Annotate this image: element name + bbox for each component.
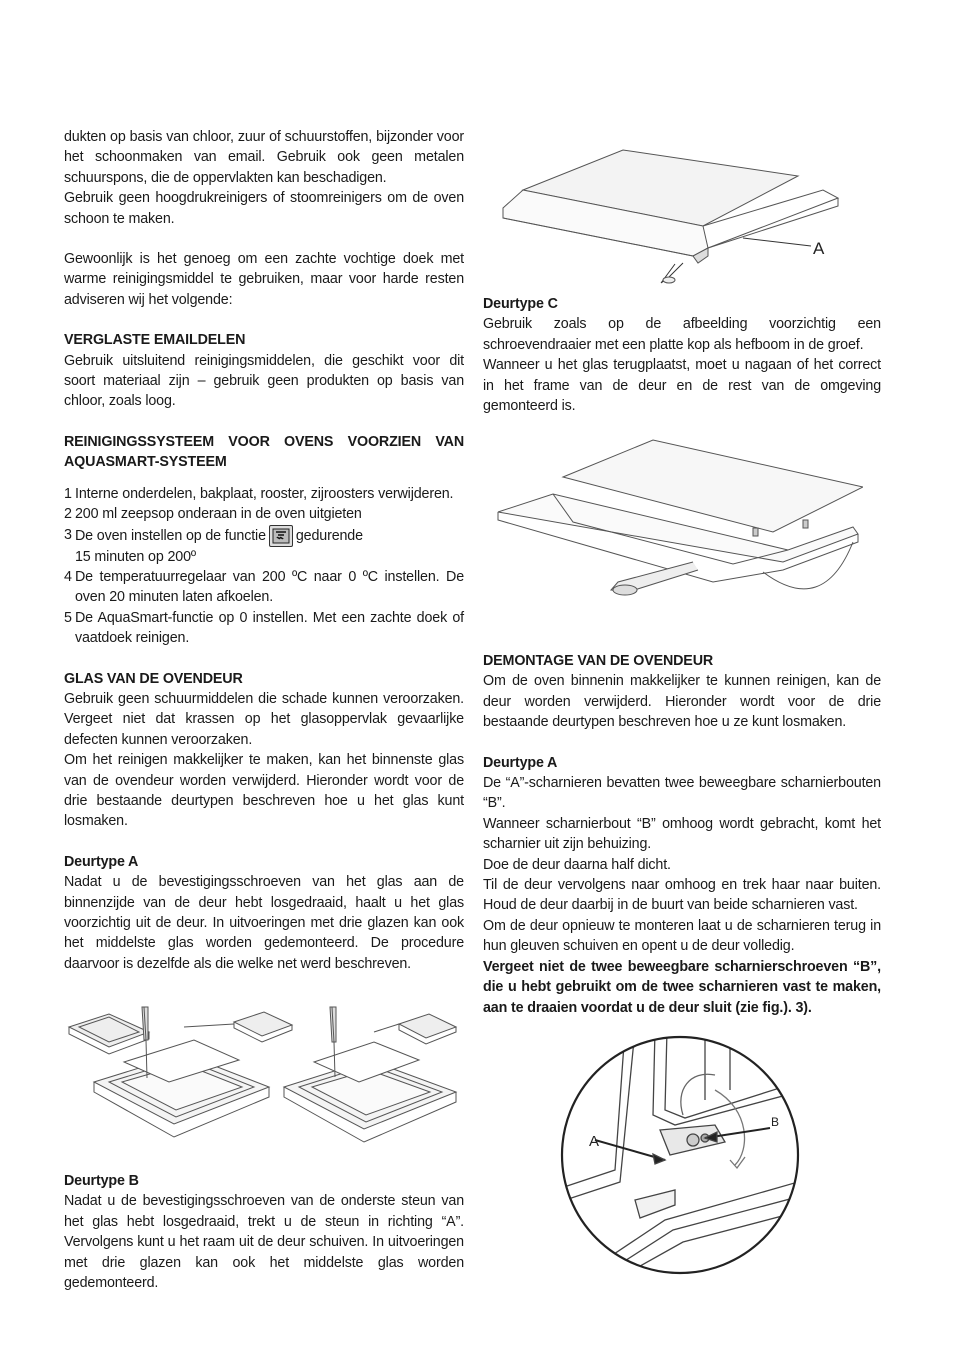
list-item: 5 De AquaSmart-functie op 0 instellen. Met een zachte doek of vaatdoek reinigen. (64, 609, 464, 647)
paragraph-hinges: De “A”-scharnieren bevatten twee beweegbare scharnierbouten “B”. (483, 775, 881, 812)
heading-door-type-b: Deurtype B (64, 1173, 139, 1189)
door-type-c-figure (493, 138, 863, 293)
heading-door-removal: DEMONTAGE VAN DE OVENDEUR (483, 653, 714, 669)
hinge-label-b: B (771, 1115, 780, 1129)
list-item: 2 200 ml zeepsop onderaan in de oven uitgieten (64, 506, 362, 523)
paragraph-pressure: Gebruik geen hoogdrukreinigers of stoomreinigers om de oven schoon te maken. (64, 190, 464, 227)
heading-door-glass: GLAS VAN DE OVENDEUR (64, 670, 243, 687)
right-column-top (483, 294, 881, 416)
paragraph-door-glass-2: Om het reinigen makkelijker te maken, kan het binnenste glas van de ovendeur worden verwijderd. Hieronder wordt voor de drie bestaande deurtypen beschreven hoe u het glas kunt losmaken. (64, 752, 464, 830)
hinge-label-a: A (589, 1133, 600, 1150)
paragraph-door-glass-1: Gebruik geen schuurmiddelen die schade kunnen veroorzaken. Vergeet niet dat krassen op het glasoppervlak gevaarlijke defecten kunnen veroorzaken. (64, 690, 464, 748)
list-item: 4 De temperatuurregelaar van 200 ºC naar 0 ºC instellen. De oven 20 minuten laten afkoelen. (64, 568, 464, 606)
heading-door-type-a: Deurtype A (64, 853, 139, 870)
heading-removal-type-a: Deurtype A (483, 754, 558, 771)
paragraph-chlorine: dukten op basis van chloor, zuur of schuurstoffen, bijzonder voor het schoonmaken van email. Gebruik ook geen metalen schuurspons, die de oppervlakten kan beschadigen. (64, 129, 464, 186)
door-type-b-section (64, 1171, 464, 1293)
paragraph-door-removal: Om de oven binnenin makkelijker te kunnen reinigen, kan de deur worden verwijderd. Hieronder wordt voor de drie bestaande deurtypen beschreven hoe u ze kunt losmaken. (483, 673, 881, 731)
heading-aquasmart: REINIGINGSSYSTEEM VOOR OVENS VOORZIEN VAN AQUASMART-SYSTEEM (64, 433, 464, 471)
paragraph-warning-bold: Vergeet niet de twee beweegbare scharnierschroeven “B”, die u hebt gebruikt om de twee scharnieren vast te maken, aan te draaien voordat u de deur sluit (zie fig.). 3). (483, 958, 881, 1016)
glass-lever-figure (493, 432, 863, 607)
paragraph-half-close: Doe de deur daarna half dicht. (483, 856, 671, 873)
door-type-a-figure (64, 992, 464, 1162)
heading-door-type-c: Deurtype C (483, 296, 558, 312)
right-column-bottom (483, 651, 881, 1018)
paragraph-remount: Om de deur opnieuw te monteren laat u de scharnieren terug in hun gleuven schuiven en opent u de deur volledig. (483, 917, 881, 955)
paragraph-door-type-a: Nadat u de bevestigingsschroeven van het glas aan de binnenzijde van de deur hebt losgedraaid, haalt u het glas voorzichtig uit de deur. In uitvoeringen met drie glazen kan ook het middelste glas worden gedemonteerd. De procedure daarvoor is dezelfde als die welke net werd beschreven. (64, 874, 464, 972)
paragraph-door-type-c-1: Gebruik zoals op de afbeelding voorzichtig een schroevendraaier met een platte kop als hefboom in de groef. (483, 316, 881, 353)
paragraph-soft-cloth: Gewoonlijk is het genoeg om een zachte vochtige doek met warme reinigingsmiddel te gebruiken, maar voor harde resten adviseren wij het volgende: (64, 251, 464, 308)
figure-c-label-a: A (813, 239, 825, 258)
left-column (64, 127, 464, 974)
paragraph-lift-door: Til de deur vervolgens naar omhoog en trek haar naar buiten. Houd de deur daarbij in de buurt van beide scharnieren vast. (483, 877, 881, 914)
list-item: 1 Interne onderdelen, bakplaat, rooster, zijroosters verwijderen. (64, 485, 454, 502)
hinge-figure (555, 1030, 805, 1280)
list-item: 3 De oven instellen op de functie gedurende 15 minuten op 200º (64, 526, 363, 565)
paragraph-door-type-c-2: Wanneer u het glas terugplaatst, moet u nagaan of het correct in het frame van de deur en de rest van de omgeving gemonteerd is. (483, 357, 881, 415)
paragraph-glazed-enamel: Gebruik uitsluitend reinigingsmiddelen, die geschikt voor dit soort materiaal zijn – gebruik geen produkten op basis van chloor, zoals loog. (64, 352, 464, 410)
heading-glazed-enamel: VERGLASTE EMAILDELEN (64, 332, 246, 349)
oven-function-icon (269, 525, 293, 547)
paragraph-hinge-bolt: Wanneer scharnierbout “B” omhoog wordt gebracht, komt het scharnier uit zijn behuizing. (483, 815, 881, 853)
paragraph-door-type-b: Nadat u de bevestigingsschroeven van de onderste steun van het glas hebt losgedraaid, trekt u de steun in richting “A”. Vervolgens kunt u het raam uit de deur schuiven. In uitvoeringen met drie glazen kan ook het middelste glas worden gedemonteerd. (64, 1193, 464, 1292)
